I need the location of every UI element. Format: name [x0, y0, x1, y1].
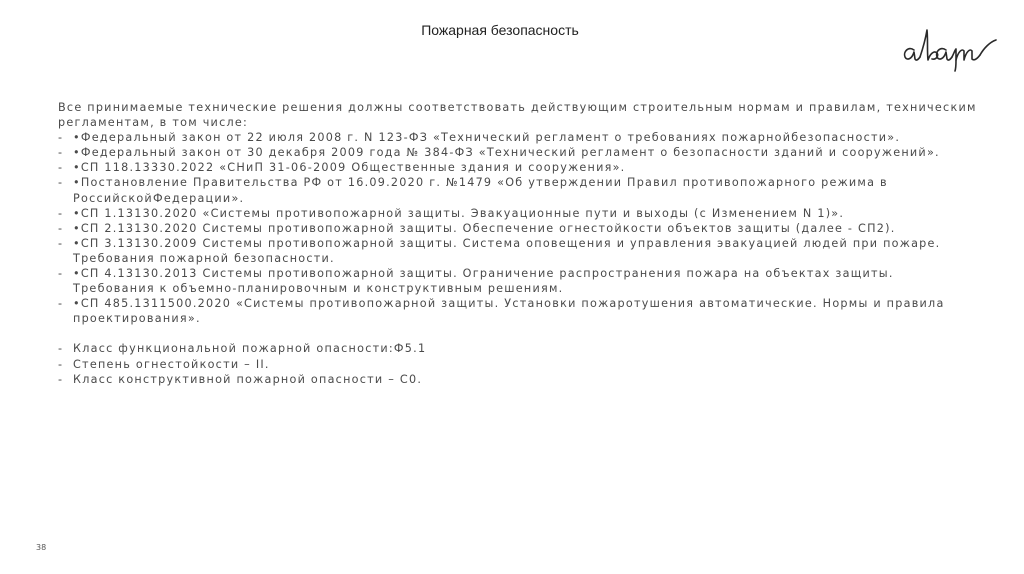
norm-text: •Федеральный закон от 30 декабря 2009 года № 384-ФЗ «Технический регламент о безопасности зданий и сооружений». [73, 146, 940, 160]
norm-text: •СП 485.1311500.2020 «Системы противопожарной защиты. Установки пожаротушения автоматические. Нормы и правила проектирования». [73, 297, 945, 326]
list-dash: - [58, 146, 64, 160]
norms-list [58, 130, 978, 326]
list-item [58, 145, 978, 160]
class-text: Класс функциональной пожарной опасности:Ф5.1 [73, 342, 427, 356]
list-item [58, 266, 978, 296]
list-dash: - [58, 372, 64, 386]
norm-text: •СП 3.13130.2009 Системы противопожарной защиты. Система оповещения и управления эвакуацией людей при пожаре. Требования пожарной безопасности. [73, 236, 941, 265]
page-number: 38 [36, 543, 47, 552]
list-item [58, 160, 978, 175]
list-dash: - [58, 161, 64, 175]
list-dash: - [58, 206, 64, 220]
list-item [58, 206, 978, 221]
norm-text: •Постановление Правительства РФ от 16.09.2020 г. №1479 «Об утверждении Правил противопожарного режима в РоссийскойФедерации». [73, 176, 888, 205]
norm-text: •СП 2.13130.2020 Системы противопожарной защиты. Обеспечение огнестойкости объектов защиты (далее - СП2). [73, 221, 896, 235]
class-text: Степень огнестойкости – II. [73, 357, 270, 371]
list-item [58, 341, 978, 356]
abam-logo [900, 26, 1004, 72]
spacer [58, 326, 978, 341]
list-item [58, 236, 978, 266]
list-dash: - [58, 297, 64, 311]
list-item [58, 130, 978, 145]
list-item [58, 296, 978, 326]
list-dash: - [58, 221, 64, 235]
list-item [58, 221, 978, 236]
norm-text: •СП 1.13130.2020 «Системы противопожарной защиты. Эвакуационные пути и выходы (с Изменением N 1)». [73, 206, 845, 220]
list-dash: - [58, 236, 64, 250]
norm-text: •СП 4.13130.2013 Системы противопожарной защиты. Ограничение распространения пожара на объектах защиты. Требования к объемно-планировочным и конструктивным решениям. [73, 267, 894, 296]
list-item [58, 175, 978, 205]
list-dash: - [58, 342, 64, 356]
list-item [58, 357, 978, 372]
slide-title: Пожарная безопасность [421, 22, 579, 38]
class-text: Класс конструктивной пожарной опасности – С0. [73, 372, 423, 386]
norm-text: •СП 118.13330.2022 «СНиП 31-06-2009 Общественные здания и сооружения». [73, 161, 626, 175]
norm-text: •Федеральный закон от 22 июля 2008 г. N 123-ФЗ «Технический регламент о требованиях пожарнойбезопасности». [73, 131, 901, 145]
list-dash: - [58, 357, 64, 371]
classes-list [58, 341, 978, 386]
content-body [58, 100, 978, 387]
list-dash: - [58, 267, 64, 281]
intro-text: Все принимаемые технические решения должны соответствовать действующим строительным нормам и правилам, техническим регламентам, в том числе: [58, 101, 977, 130]
list-dash: - [58, 176, 64, 190]
list-item [58, 372, 978, 387]
list-dash: - [58, 131, 64, 145]
